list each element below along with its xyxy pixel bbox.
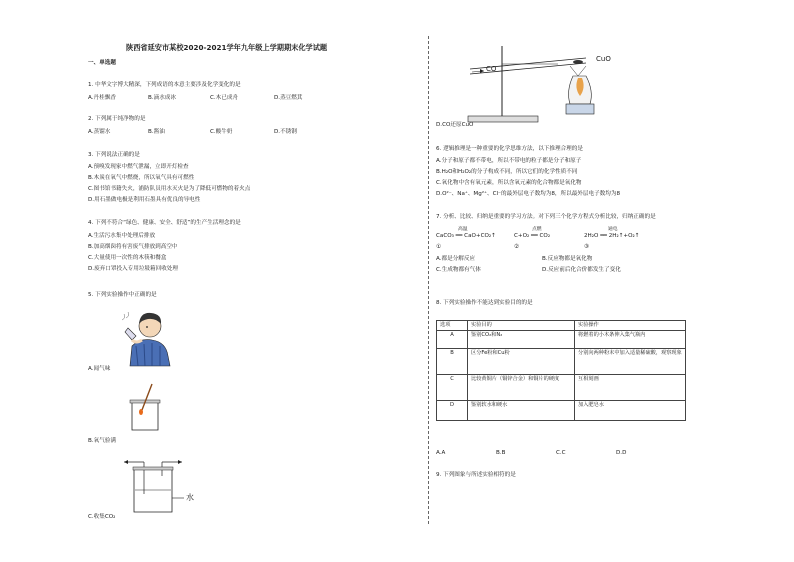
smell-illustration xyxy=(118,306,178,368)
table-cell: 鉴别软水和硬水 xyxy=(468,400,575,420)
table-cell: 互相刻画 xyxy=(575,374,686,400)
q7-option-b: B.反应物都是氧化物 xyxy=(542,256,593,262)
table-cell: 将燃着的小木条伸入集气瓶内 xyxy=(575,330,686,348)
q2-option-d: D.不锈钢 xyxy=(274,129,297,135)
q8-option-d: D.D xyxy=(616,450,627,456)
q1-option-c: C.木已成舟 xyxy=(210,95,239,101)
table-cell: C xyxy=(437,374,468,400)
table-row xyxy=(437,348,686,374)
right-column xyxy=(436,0,696,562)
table-cell: A xyxy=(437,330,468,348)
co-label: CO xyxy=(486,65,497,73)
q8-table xyxy=(436,320,686,421)
eq3-number: ③ xyxy=(584,244,590,250)
q7-option-d: D.反应前后化合价都发生了变化 xyxy=(542,267,621,273)
table-cell: D xyxy=(437,400,468,420)
water-label: 水 xyxy=(186,493,194,502)
q4-option-a: A.生活污水集中处理后排放 xyxy=(88,233,156,239)
table-cell: 加入肥皂水 xyxy=(575,400,686,420)
eq3: 2H₂O ══ 2H₂↑+O₂↑ xyxy=(584,233,640,239)
q5-option-c: C.收集CO₂ xyxy=(88,514,116,520)
left-column xyxy=(88,0,418,562)
q9-stem: 9. 下列图象与所述实验相符的是 xyxy=(436,472,516,478)
q2-stem: 2. 下列属于纯净物的是 xyxy=(88,116,146,122)
q1-stem: 1. 中华文字博大精深，下列成语的本意主要涉及化学变化的是 xyxy=(88,82,241,88)
cuo-label: CuO xyxy=(596,55,611,63)
page-title: 陕西省延安市某校2020-2021学年九年级上学期期末化学试题 xyxy=(126,43,328,52)
q1-option-b: B.滴水成冰 xyxy=(148,95,176,101)
q3-option-c: C.图书馆书籍失火，浦防队员用水灭火是为了降低可燃物的着火点 xyxy=(88,186,251,192)
q5-option-a: A.闻气味 xyxy=(88,366,111,372)
table-header: 实验操作 xyxy=(575,321,686,331)
eq1-number: ① xyxy=(436,244,442,250)
q6-option-a: A.分子和原子都不带电，所以不带电的粒子都是分子和原子 xyxy=(436,158,582,164)
eq1: CaCO₃ ══ CaO+CO₂↑ xyxy=(436,233,496,239)
q5-option-b: B.氧气验满 xyxy=(88,438,116,444)
table-row xyxy=(437,400,686,420)
table-cell: 分别向两种粉末中加入适量稀硫酸，观察现象 xyxy=(575,348,686,374)
q8-option-b: B.B xyxy=(496,450,506,456)
q8-option-c: C.C xyxy=(556,450,566,456)
table-header: 选项 xyxy=(437,321,468,331)
table-row xyxy=(437,374,686,400)
q6-option-d: D.O²⁻、Na⁺、Mg²⁺、Cl⁻的最外层电子数均为8，所以最外层电子数均为8 xyxy=(436,191,621,197)
q8-stem: 8. 下列实验操作不能达到实验目的的是 xyxy=(436,300,533,306)
q5-option-d: D.CO还原CuO xyxy=(436,122,474,128)
eq3-condition: 通电 xyxy=(608,227,618,232)
q2-option-b: B.酱油 xyxy=(148,129,165,135)
q4-option-c: C.大量使用一次性的木筷和餐盒 xyxy=(88,255,167,261)
section-heading: 一、单选题 xyxy=(88,60,116,66)
table-cell: 鉴别CO₂和N₂ xyxy=(468,330,575,348)
q7-stem: 7. 分析、比较、归纳是重要的学习方法。对下列三个化学方程式分析比较，归纳正确的是 xyxy=(436,214,656,220)
q4-option-b: B.加高烟囱将有害废气排放到高空中 xyxy=(88,244,178,250)
q4-stem: 4. 下列不符合“绿色、健康、安全、舒适”的生产生活理念的是 xyxy=(88,220,241,226)
gas-collection-illustration xyxy=(124,456,214,516)
eq2: C+O₂ ══ CO₂ xyxy=(514,233,551,239)
q3-stem: 3. 下列说法正确的是 xyxy=(88,152,140,158)
q3-option-d: D.用石墨做电极是利用石墨具有优良的导电性 xyxy=(88,197,201,203)
q1-option-d: D.蒸豆燃萁 xyxy=(274,95,303,101)
q3-option-a: A.预嗅发现家中燃气泄漏，立即开灯检查 xyxy=(88,164,189,170)
column-divider xyxy=(428,36,429,524)
q6-option-c: C.氧化物中含有氧元素，所以含氧元素的化合物都是氧化物 xyxy=(436,180,582,186)
table-cell: B xyxy=(437,348,468,374)
q6-option-b: B.H₂O和H₂O₂的分子构成不同，所以它们的化学性质不同 xyxy=(436,169,578,175)
co-reduction-apparatus xyxy=(438,36,618,126)
table-cell: 比较黄铜片（铜锌合金）和铜片的硬度 xyxy=(468,374,575,400)
q4-option-d: D.废弃口罩投入专用垃圾箱回收处理 xyxy=(88,266,178,272)
q6-stem: 6. 逻辑推理是一种重要的化学思维方法，以下推理合理的是 xyxy=(436,146,583,152)
table-header: 实验目的 xyxy=(468,321,575,331)
q7-option-a: A.都是分解反应 xyxy=(436,256,476,262)
q8-option-a: A.A xyxy=(436,450,446,456)
q1-option-a: A.丹桂飘香 xyxy=(88,95,116,101)
q2-option-a: A.蒸馏水 xyxy=(88,129,111,135)
table-header-row xyxy=(437,321,686,331)
q5-stem: 5. 下列实验操作中正确的是 xyxy=(88,292,157,298)
table-row xyxy=(437,330,686,348)
q3-option-b: B.木炭在氧气中燃烧，所以氧气具有可燃性 xyxy=(88,175,195,181)
eq2-number: ② xyxy=(514,244,520,250)
oxygen-bottle-illustration xyxy=(128,382,162,432)
q2-option-c: C.酸牛奶 xyxy=(210,129,233,135)
q7-option-c: C.生成物都有气体 xyxy=(436,267,481,273)
eq2-condition: 点燃 xyxy=(532,227,542,232)
eq1-condition: 高温 xyxy=(458,227,468,232)
table-cell: 区分Fe粉和Cu粉 xyxy=(468,348,575,374)
